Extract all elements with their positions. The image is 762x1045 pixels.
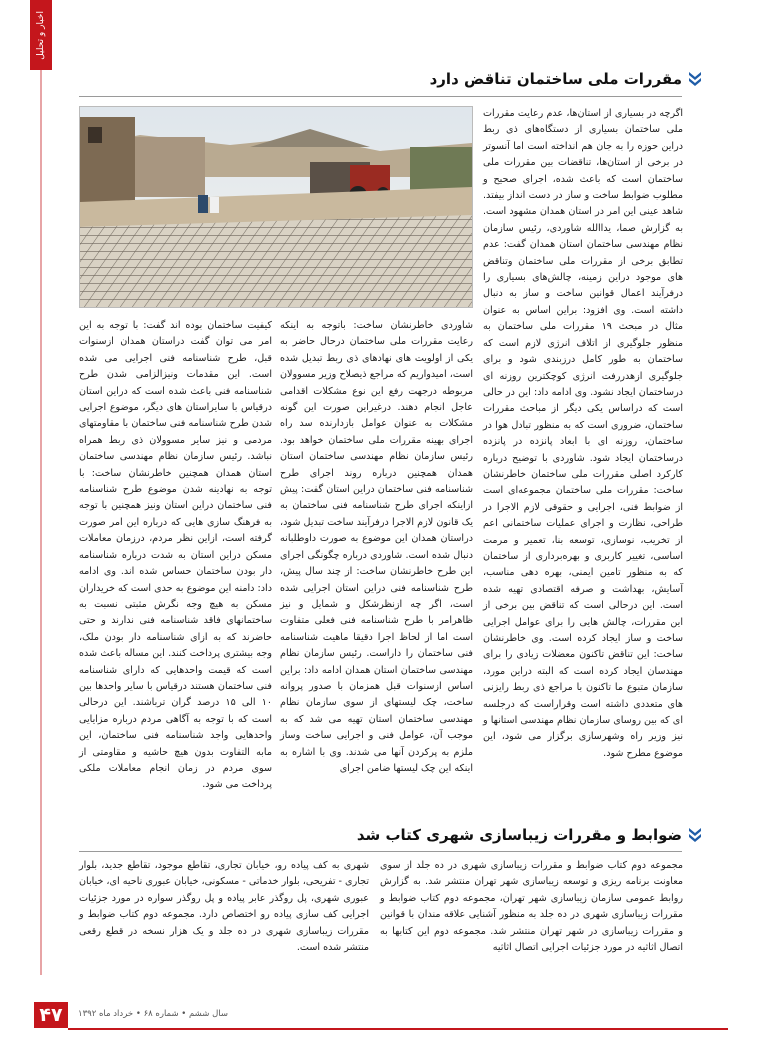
construction-site-photo [79,106,473,308]
article2-title: ضوابط و مقررات زیباسازی شهری کتاب شد [356,826,682,844]
page-number [34,1002,68,1028]
issue-info: سال ششم • شماره ۶۸ • خرداد ماه ۱۳۹۲ [78,1009,228,1019]
article2-heading [357,826,702,844]
article1-text-left: کیفیت ساختمان بوده اند گفت: با توجه به این امر می توان گفت دراستان همدان ازسنوات قبل، طرح شناسنامه فنی اجرایی می شده است. این مقدمات ونیزالزامی شدن طرح شناسنامه فنی باعث شده است که دراین استان درقیاس با سایراستان های دیگر، موضوع اجرایی شدن طرح شناسنامه فنی ساختمان با مقاومتهای مردمی و نیز سایر مسوولان ذی ربط همراه نباشد. رئیس سازمان نظام مهندسی ساختمان استان همدان همچنین خاطرنشان ساخت: با توجه به نهادینه شدن موضوع طرح شناسنامه فنی ساختمان دراین استان ونیز همچنین با توجه به فرهنگ سازی هایی که درباره این امر صورت گرفته است، ازاین نظر مردم، درزمان معاملات مسکن دراین استان به شدت درباره شناسنامه دار بودن ساختمان حساس شده اند. وی ادامه داد: دامنه این موضوع به حدی است که خریداران مسکن به هیچ وجه نگرش مثبتی نسبت به ساختمانهای فاقد شناسنامه فنی ندارند و حتی حاضرند که به ازای شناسنامه دار بودن ملک، وجه بیشتری پرداخت کنند. این مساله باعث شده است که قیمت واحدهایی که دارای شناسنامه فنی ساختمان هستند درقیاس با سایر واحدها بین ۱۰ الی ۱۵ درصد گران ترباشند. این درحالی است که با توجه به آگاهی مردم درباره مزایایی واحدهایی واجد شناسنامه فنی ساختمان، این مابه التفاوت بدون هیچ حاشیه و مقاومتی از سوی مردم در زمان انجام معاملات ملکی پرداخت می شود. [79,320,272,791]
footer-rule [68,1028,728,1030]
section-tab [30,0,52,70]
article1-column-middle [280,318,473,806]
heading-rule [79,851,682,852]
article1-text-middle: شاوردی خاطرنشان ساخت: باتوجه به اینکه رعایت مقررات ملی ساختمان درحال حاضر به یکی از اولویت های نهادهای ذی ربط تبدیل شده است، امیدواریم که مراجع ذیصلاح وزیر مسوولان مربوطه درجهت رفع این نوع مشکلات اقدامی عاجل انجام دهند. درغیراین صورت این گونه مشکلات به عنوان عوامل بازدارنده سد راه اجرای بهینه مقررات ملی ساختمان خواهد بود. رئیس سازمان نظام مهندسی ساختمان استان همدان همچنین درباره روند اجرای طرح شناسنامه فنی ساختمان دراین استان گفت: پیش ازاینکه اجرای طرح شناسنامه فنی ساختمان به یک قانون لازم الاجرا درفرآیند ساخت تبدیل شود، دراستان همدان این موضوع به صورت داوطلبانه دنبال شده است. شاوردی درباره چگونگی اجرای این طرح خاطرنشان ساخت: از چند سال پیش، طرح شناسنامه فنی دراین استان اجرایی شده است، اگر چه ازنظرشکل و شمایل و نیز ظاهرامر با طرح شناسنامه فنی فعلی متفاوت است اما از لحاظ اجرا دقیقا ماهیت شناسنامه فنی ساختمان را داراست. رئیس سازمان نظام مهندسی ساختمان استان همدان ادامه داد: براین اساس ازسنوات قبل همزمان با صدور پروانه ساخت، چک لیستهای از سوی سازمان نظام مهندسی ساختمان استان تهیه می شد که به موجب آن، عوامل فنی و اجرایی ساخت وساز ملزم به پرکردن آنها می شدند. وی با اشاره به اینکه این چک لیستها ضامن اجرای [280,320,473,774]
page-number-label: ۴۷ [39,1004,63,1026]
section-tab-label: اخبار و تحلیل [36,10,46,60]
article2-column-left [79,858,369,968]
double-chevron-icon [688,827,702,843]
article1-column-right [483,106,683,806]
side-accent-line [40,70,42,975]
article1-column-left [79,318,272,806]
article2-text-right: مجموعه دوم کتاب ضوابط و مقررات زیباسازی شهری در ده جلد از سوی معاونت برنامه ریزی و توسعه زیباسازی شهر تهران منتشر شد. به گزارش روابط عمومی سازمان زیباسازی شهر تهران، مجموعه دوم کتاب ضوابط و مقررات زیباسازی شهری در ده جلد به منظور آشنایی علاقه مندان با قوانین و مقررات زیباسازی در شهر تهران منتشر شد. مجموعه دوم این کتابها به اتصال اثاثیه در مورد جزئیات اجرایی اتصال اثاثیه [380,860,683,954]
article2-text-left: شهری به کف پیاده رو، خیابان تجاری، تقاطع موجود، تقاطع جدید، بلوار تجاری - تفریحی، بلوار خدماتی - مسکونی، خیابان عبوری ناحیه ای، خیابان عبوری شهری، پل روگذر عابر پیاده و پل روگذر سواره در مورد جزئیات اجرایی کف سازی پیاده رو اختصاص دارد. مجموعه دوم کتاب ضوابط و مقررات زیباسازی شهری در ده جلد و یک هزار نسخه در قطع رقعی منتشر شده است. [78,860,369,954]
article1-text-right: اگرچه در بسیاری از استان‌ها، عدم رعایت مقررات ملی ساختمان بسیاری از دستگاه‌های ذی ربط دراین حوزه را به جان هم انداخته است اما آنسوتر در برخی از استان‌ها، تناقضات بین مقررات ملی ساختمان است که باعث شده، اجرای صحیح و مطلوب ضوابط ساخت و ساز در دست انداز بیفتد. شاهد عینی این امر در استان همدان مشهود است. به گزارش صما، یداالله شاوردی، رئیس سازمان نظام مهندسی ساختمان استان همدان گفت: عدم تطابق برخی از مقررات ملی ساختمان وتناقض های موجود دراین زمینه، چالش‌های بسیاری را درفرآیند اعمال قوانین ساخت و ساز به دنبال داشته است. وی افزود: براین اساس به عنوان مثال در مبحث ۱۹ مقررات ملی ساختمان به منظور جلوگیری از اتلاف انرژی لازم است که ساختمان به طور کامل درزبندی شود و برای جلوگیری ازهدررفت انرژی کوچکترین روزنه ای درساختمان ایجاد نشود. وی ادامه داد: این در حالی است که دراساس یکی دیگر از مباحث مقررات ساختمان، ضروری است که به منظور تبادل هوا در ساختمان، روزنه ای با ابعاد پانزده در پانزده درساختمان ایجاد شود. شاوردی با توضیح درباره کارکرد اصلی مقررات ملی ساختمان خاطرنشان ساخت: مقررات ملی ساختمان مجموعه‌ای است از ضوابط فنی، اجرایی و حقوقی لازم الاجرا در طراحی، نظارت و اجرای عملیات ساختمانی اعم از تخریب، نوسازی، توسعه بنا، تعمیر و مرمت اساسی، تغییر کاربری و بهره‌برداری از ساختمان که به منظور تامین ایمنی، بهره دهی مناسب، آسایش، بهداشت و صرفه اقتصادی تهیه شده است. این درحالی است که تناقض بین برخی از این مقررات، چالش هایی را برای عوامل اجرایی ساخت و ساز ایجاد کرده است. وی خاطرنشان ساخت: این تناقض تاکنون معضلات زیادی را برای مهندسان ایجاد کرده است که البته دراین مورد، سازمان متبوع ما تاکنون با مراجع ذی ربط رایزنی های متعددی داشته است وقراراست که درجلسه ای که بین روسای سازمان نظام مهندسی استانها و نیز وزیر راه وشهرسازی برگزار می شود، این موضوع مطرح شود. [483,108,683,759]
article1-title: مقررات ملی ساختمان تناقض دارد [429,70,682,88]
article2-column-right [380,858,683,968]
article1-heading [430,70,702,88]
double-chevron-icon [688,71,702,87]
heading-rule [79,96,682,97]
